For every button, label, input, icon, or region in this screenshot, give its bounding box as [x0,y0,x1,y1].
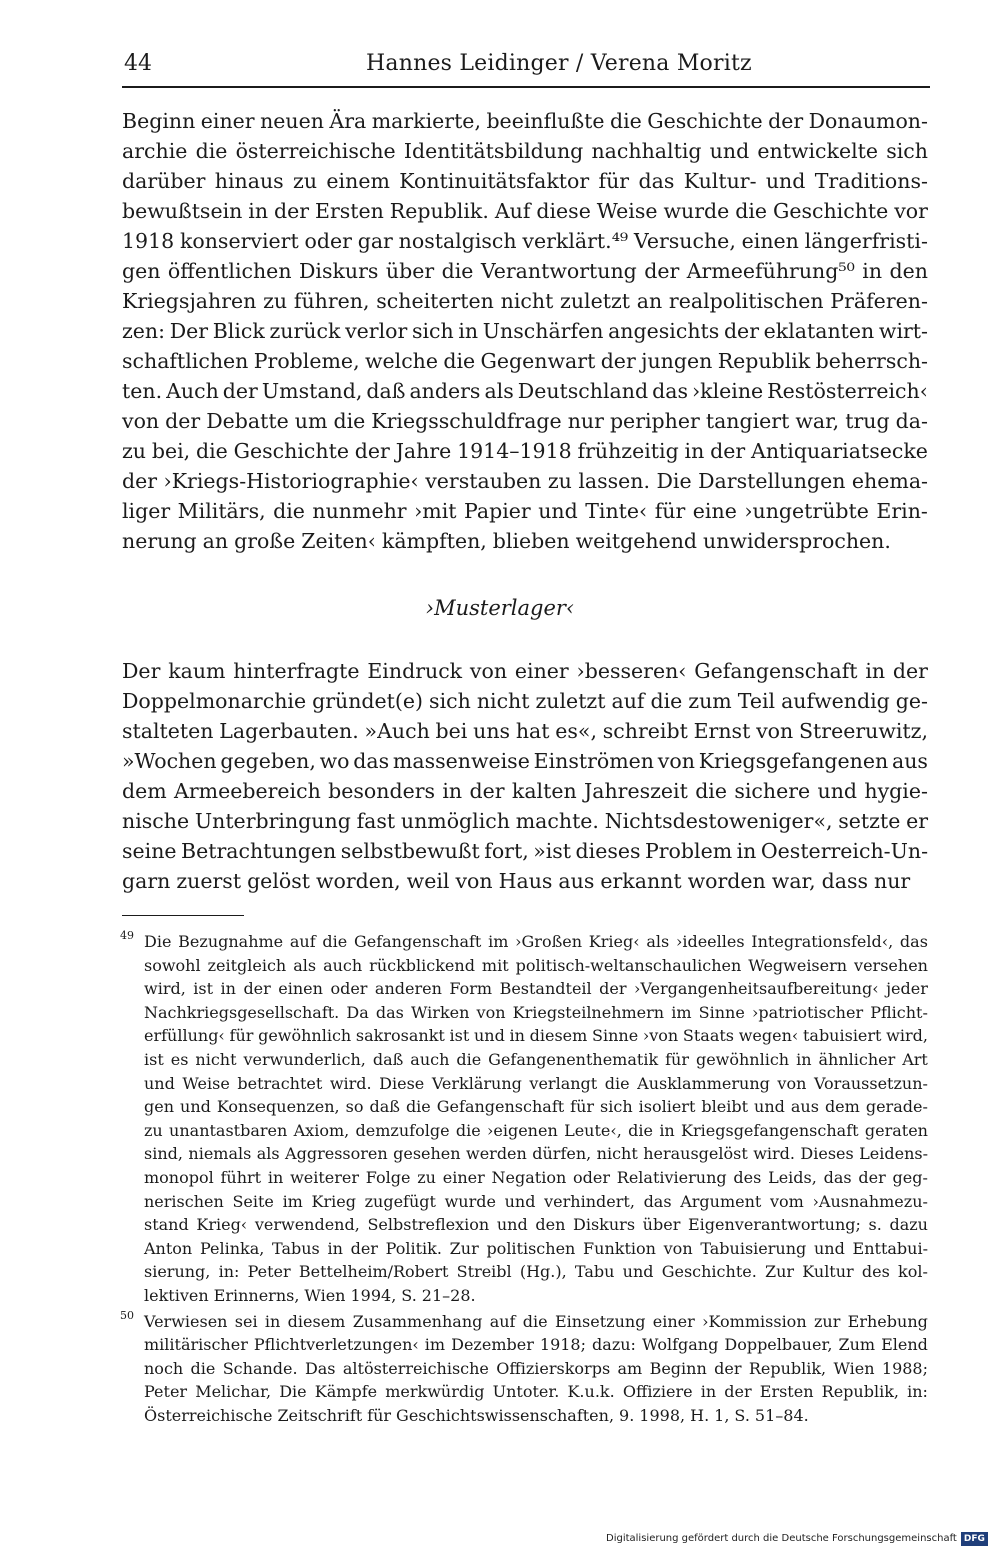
text-line: seine Betrachtungen selbstbewußt fort, »ist dieses Problem in Oesterreich-Un- [122,839,928,863]
text-line: Doppelmonarchie gründet(e) sich nicht zuletzt auf die zum Teil aufwendig ge- [122,689,928,713]
text-line: Beginn einer neuen Ära markierte, beeinflußte die Geschichte der Donaumon- [122,109,928,133]
text-line: der ›Kriegs-Historiographie‹ verstauben zu lassen. Die Darstellungen ehema- [122,469,928,493]
text-line: gen öffentlichen Diskurs über die Verantwortung der Armeeführung⁵⁰ in den [122,259,928,283]
text-line: erfüllung‹ für gewöhnlich sakrosankt ist und in diesem Sinne ›von Staats wegen‹ tabuisiert wird, [144,1026,928,1046]
text-line: 1918 konserviert oder gar nostalgisch verklärt.⁴⁹ Versuche, einen längerfristi- [122,229,928,253]
text-line: darüber hinaus zu einem Kontinuitätsfaktor für das Kultur- und Traditions- [122,169,928,193]
text-line: nerung an große Zeiten‹ kämpften, blieben weitgehend unwidersprochen. [122,529,891,553]
footnote-rule [122,915,244,916]
text-line: dem Armeebereich besonders in der kalten Jahreszeit die sichere und hygie- [122,779,928,803]
text-line: nerischen Seite im Krieg zugefügt wurde und verhindert, das Argument vom ›Ausnahmezu- [144,1191,928,1211]
header-rule [122,86,930,88]
text-line: Die Bezugnahme auf die Gefangenschaft im ›Großen Krieg‹ als ›ideelles Integrationsfeld‹, das [144,932,928,951]
text-line: zu unantastbaren Axiom, demzufolge die ›eigenen Leute‹, die in Kriegsgefangenschaft geraten [144,1120,928,1140]
footnote-number: 50 [120,1308,134,1322]
text-line: von der Debatte um die Kriegsschuldfrage nur peripher tangiert war, trug da- [122,409,928,433]
text-line: wird, ist in der einen oder anderen Form Bestandteil der ›Vergangenheitsaufbereitung‹ jeder [144,979,928,999]
running-head: Hannes Leidinger / Verena Moritz [366,51,752,76]
text-line: zen: Der Blick zurück verlor sich in Unschärfen angesichts der eklatanten wirt- [122,319,928,343]
text-line: zu bei, die Geschichte der Jahre 1914–1918 frühzeitig in der Antiquariatsecke [122,439,928,463]
text-line: stand Krieg‹ verwendend, Selbstreflexion und den Diskurs über Eigenverantwortung; s. dazu [144,1215,928,1235]
credit-text: Digitalisierung gefördert durch die Deutsche Forschungsgemeinschaft [606,1533,957,1544]
text-line: sowohl zeitgleich als auch rückblickend mit politisch-weltanschaulichen Wegweisern versehen [144,955,928,975]
text-line: liger Militärs, die nunmehr ›mit Papier und Tinte‹ für eine ›ungetrübte Erin- [122,499,928,523]
text-line: garn zuerst gelöst worden, weil von Haus aus erkannt worden war, dass nur [122,869,911,893]
text-line: gen und Konsequenzen, so daß die Gefangenschaft für sich isoliert bleibt und aus dem gerade- [144,1097,928,1117]
text-line: stalteten Lagerbauten. »Auch bei uns hat es«, schreibt Ernst von Streeruwitz, [122,719,928,743]
text-line: Peter Melichar, Die Kämpfe merkwürdig Untoter. K.u.k. Offiziere in der Ersten Republik, in: [144,1382,928,1402]
text-line: und Weise betrachtet wird. Diese Verklärung verlangt die Ausklammerung von Voraussetzun- [144,1073,928,1093]
dfg-logo: DFG [961,1532,988,1546]
text-line: Österreichische Zeitschrift für Geschichtswissenschaften, 9. 1998, H. 1, S. 51–84. [144,1406,809,1425]
text-line: nische Unterbringung fast unmöglich machte. Nichtsdestoweniger«, setzte er [122,809,928,833]
text-line: sind, niemals als Aggressoren gesehen werden dürfen, nicht herausgelöst wird. Dieses Leidens- [144,1144,928,1164]
text-line: monopol führt in weiterer Folge zu einer Negation oder Relativierung des Leids, das der geg- [144,1168,928,1187]
page-number: 44 [124,51,152,76]
text-line: bewußtsein in der Ersten Republik. Auf diese Weise wurde die Geschichte vor [122,199,928,223]
text-line: ist es nicht verwunderlich, daß auch die Gefangenenthematik für gewöhnlich in ähnlicher Art [144,1050,928,1069]
text-line: »Wochen gegeben, wo das massenweise Einströmen von Kriegsgefangenen aus [122,749,928,773]
text-line: schaftlichen Probleme, welche die Gegenwart der jungen Republik beherrsch- [122,349,928,373]
text-line: Nachkriegsgesellschaft. Da das Wirken von Kriegsteilnehmern im Sinne ›patriotischer Pflicht- [144,1002,928,1022]
text-line: Kriegsjahren zu führen, scheiterten nicht zuletzt an realpolitischen Präferen- [122,289,928,313]
text-line: Verwiesen sei in diesem Zusammenhang auf die Einsetzung einer ›Kommission zur Erhebung [144,1311,928,1331]
text-line: Der kaum hinterfragte Eindruck von einer ›besseren‹ Gefangenschaft in der [122,659,928,683]
text-line: ten. Auch der Umstand, daß anders als Deutschland das ›kleine Restösterreich‹ [122,379,928,403]
section-heading: ›Musterlager‹ [425,596,575,620]
text-line: noch die Schande. Das altösterreichische Offizierskorps am Beginn der Republik, Wien 1988; [144,1358,928,1378]
digitization-credit [606,1532,988,1546]
text-line: lektiven Erinnerns, Wien 1994, S. 21–28. [144,1286,476,1305]
text-line: archie die österreichische Identitätsbildung nachhaltig und entwickelte sich [122,139,928,163]
text-line: Anton Pelinka, Tabus in der Politik. Zur politischen Funktion von Tabuisierung und Enttabui- [144,1238,928,1258]
text-line: militärischer Pflichtverletzungen‹ im Dezember 1918; dazu: Wolfgang Doppelbauer, Zum Elend [144,1335,928,1355]
text-line: sierung, in: Peter Bettelheim/Robert Streibl (Hg.), Tabu und Geschichte. Zur Kultur des kol- [144,1262,928,1282]
footnote-number: 49 [120,929,134,942]
